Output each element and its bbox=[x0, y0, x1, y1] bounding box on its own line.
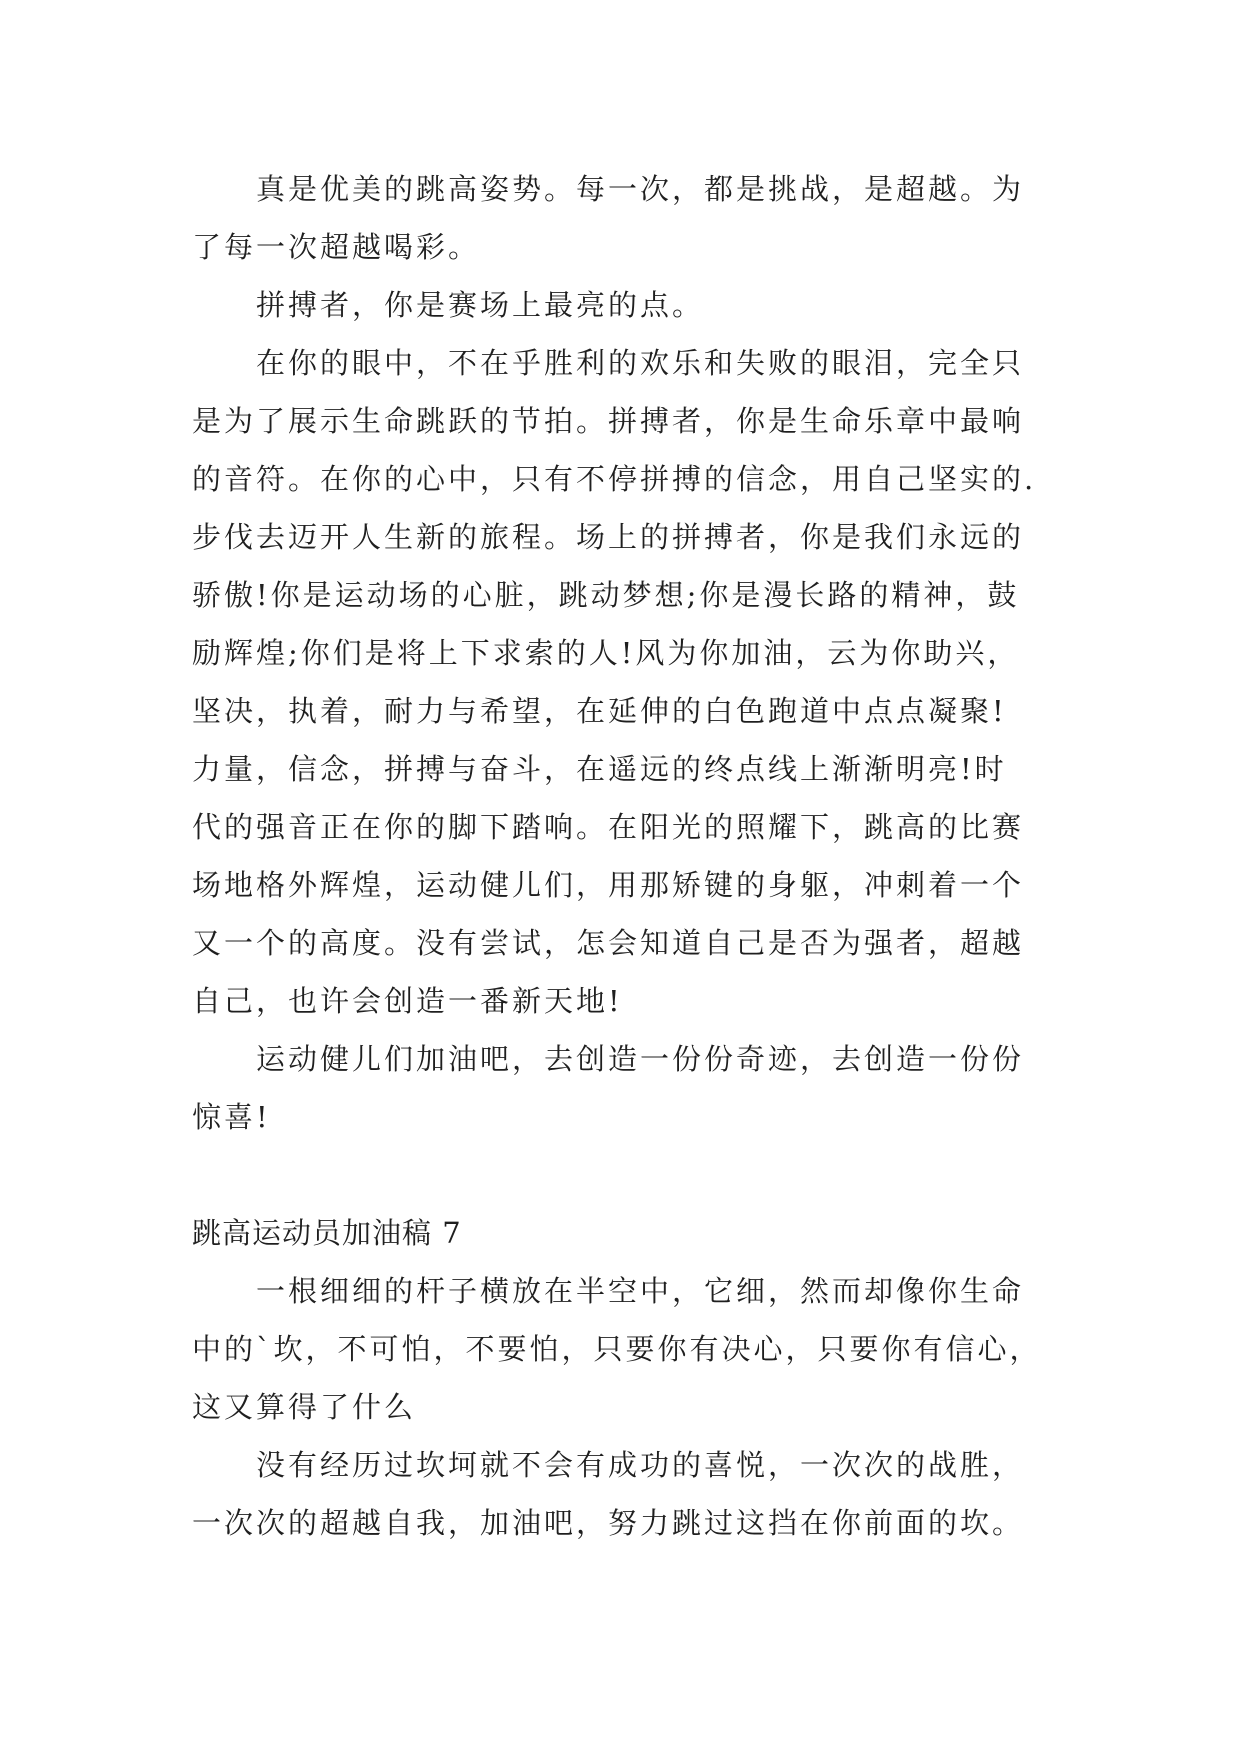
paragraph-2 bbox=[192, 276, 1072, 334]
text-line: 在你的眼中，不在乎胜利的欢乐和失败的眼泪，完全只 bbox=[256, 346, 1025, 380]
text-line: 步伐去迈开人生新的旅程。场上的拼搏者，你是我们永远的 bbox=[192, 520, 1025, 554]
text-line: 坚决，执着，耐力与希望，在延伸的白色跑道中点点凝聚! bbox=[192, 694, 1007, 728]
paragraph-4 bbox=[192, 1030, 1072, 1146]
text-line: 没有经历过坎坷就不会有成功的喜悦，一次次的战胜， bbox=[256, 1448, 1025, 1482]
text-line: 是为了展示生命跳跃的节拍。拼搏者，你是生命乐章中最响 bbox=[192, 404, 1025, 438]
text-line: 运动健儿们加油吧，去创造一份份奇迹，去创造一份份 bbox=[256, 1042, 1025, 1076]
text-line: 的音符。在你的心中，只有不停拼搏的信念，用自己坚实的. bbox=[192, 462, 1037, 496]
text-line: 这又算得了什么 bbox=[192, 1390, 417, 1424]
section-title: 跳高运动员加油稿 7 bbox=[192, 1216, 462, 1250]
paragraph-6 bbox=[192, 1436, 1072, 1552]
text-line: 场地格外辉煌，运动健儿们，用那矫键的身躯，冲刺着一个 bbox=[192, 868, 1025, 902]
text-line: 拼搏者，你是赛场上最亮的点。 bbox=[256, 288, 705, 322]
text-line: 惊喜! bbox=[192, 1100, 271, 1134]
text-line: 真是优美的跳高姿势。每一次，都是挑战，是超越。为 bbox=[256, 172, 1025, 206]
paragraph-1 bbox=[192, 160, 1072, 276]
text-line: 励辉煌;你们是将上下求索的人!风为你加油，云为你助兴， bbox=[192, 636, 1020, 670]
text-line: 了每一次超越喝彩。 bbox=[192, 230, 481, 264]
text-line: 又一个的高度。没有尝试，怎会知道自己是否为强者，超越 bbox=[192, 926, 1025, 960]
text-line: 骄傲!你是运动场的心脏，跳动梦想;你是漫长路的精神，鼓 bbox=[192, 578, 1020, 612]
text-line: 力量，信念，拼搏与奋斗，在遥远的终点线上渐渐明亮!时 bbox=[192, 752, 1007, 786]
document-body bbox=[192, 160, 1072, 1552]
text-line: 中的`坎，不可怕，不要怕，只要你有决心，只要你有信心， bbox=[192, 1332, 1042, 1366]
text-line: 一次次的超越自我，加油吧，努力跳过这挡在你前面的坎。 bbox=[192, 1506, 1025, 1540]
blank-line bbox=[192, 1146, 1072, 1204]
text-line: 一根细细的杆子横放在半空中，它细，然而却像你生命 bbox=[256, 1274, 1025, 1308]
paragraph-5 bbox=[192, 1262, 1072, 1436]
text-line: 自己，也许会创造一番新天地! bbox=[192, 984, 623, 1018]
paragraph-3 bbox=[192, 334, 1072, 1030]
text-line: 代的强音正在你的脚下踏响。在阳光的照耀下，跳高的比赛 bbox=[192, 810, 1025, 844]
